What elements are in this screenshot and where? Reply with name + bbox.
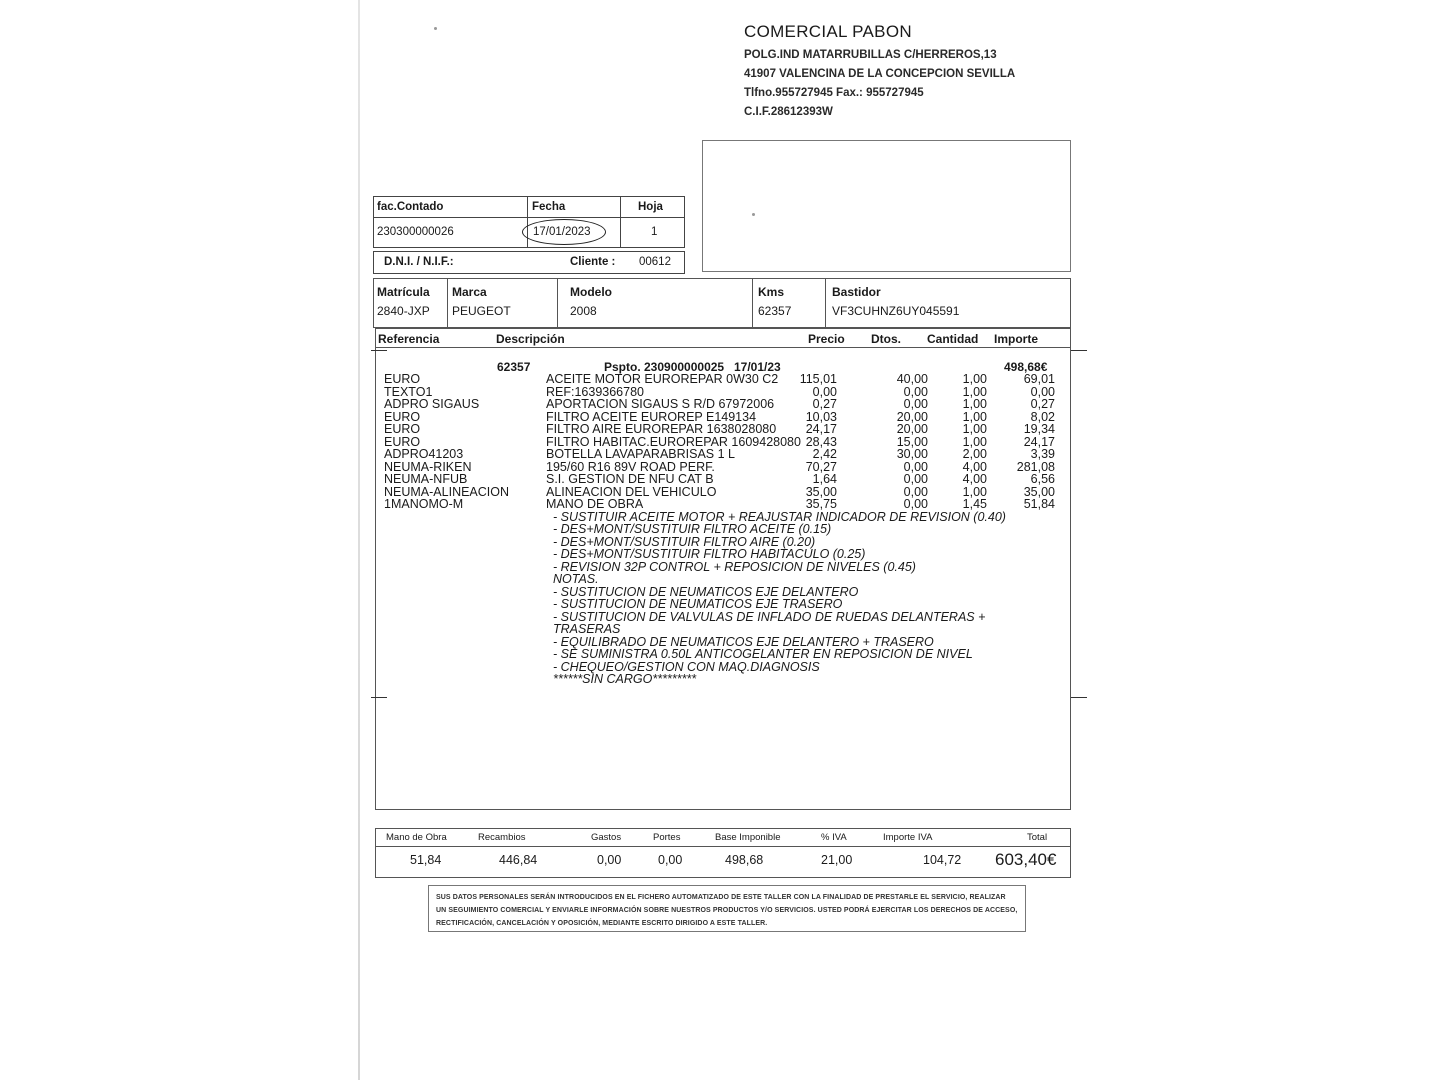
line-description: BOTELLA LAVAPARABRISAS 1 L [546, 447, 735, 461]
kms-label: Kms [758, 285, 785, 299]
page-number: 1 [651, 226, 658, 238]
company-cif: C.I.F.28612393W [744, 106, 833, 118]
matricula-value: 2840-JXP [377, 304, 430, 318]
pspto-number: Pspto. 230900000025 [604, 360, 725, 374]
line-quantity: 4,00 [962, 472, 987, 486]
line-quantity: 1,00 [962, 372, 987, 386]
line-description: FILTRO HABITAC.EUROREPAR 1609428080 [546, 434, 801, 449]
line-discount: 0,00 [903, 472, 928, 486]
invoice-info-box [373, 196, 685, 248]
line-item [376, 373, 1070, 386]
note-line: - SUSTITUIR ACEITE MOTOR + REAJUSTAR INDICADOR DE REVISION (0.40) [553, 509, 1006, 524]
line-ref: NEUMA-RIKEN [384, 459, 472, 474]
page-label: Hoja [638, 201, 663, 213]
line-ref: NEUMA-ALINEACION [384, 484, 510, 499]
line-price: 2,42 [812, 447, 837, 461]
col-dtos: Dtos. [871, 332, 901, 346]
line-amount: 3,39 [1030, 447, 1055, 461]
divider [752, 279, 753, 327]
divider [557, 279, 558, 327]
line-discount: 15,00 [896, 434, 928, 449]
col-descripcion: Descripción [496, 332, 565, 346]
pspto-date: 17/01/23 [734, 360, 781, 374]
note-line: - SUSTITUCION DE NEUMATICOS EJE TRASERO [553, 597, 843, 611]
line-amount: 24,17 [1023, 434, 1055, 449]
recambios-value: 446,84 [499, 853, 538, 867]
line-ref: 1MANOMO-M [384, 497, 464, 511]
mano-obra-label: Mano de Obra [386, 832, 447, 843]
line-discount: 0,00 [903, 384, 928, 399]
fold-mark [1071, 350, 1087, 351]
gastos-label: Gastos [591, 832, 622, 843]
page-edge [358, 0, 360, 1080]
divider [527, 197, 528, 247]
line-quantity: 1,00 [962, 397, 987, 411]
pspto-amount: 498,68€ [1004, 360, 1048, 374]
line-amount: 51,84 [1023, 497, 1055, 511]
line-amount: 0,27 [1030, 397, 1055, 411]
line-description: FILTRO ACEITE EUROREP E149134 [546, 409, 757, 424]
line-item [376, 423, 1070, 436]
line-ref: NEUMA-NFUB [384, 472, 468, 486]
modelo-label: Modelo [570, 285, 612, 299]
portes-value: 0,00 [658, 853, 683, 867]
modelo-value: 2008 [570, 304, 597, 318]
line-ref: ADPRO41203 [384, 447, 464, 461]
line-discount: 0,00 [903, 397, 928, 411]
line-description: MANO DE OBRA [546, 497, 644, 511]
note-line: - DES+MONT/SUSTITUIR FILTRO HABITACULO (0.25) [553, 547, 866, 561]
line-description: ACEITE MOTOR EUROREPAR 0W30 C2 [546, 372, 779, 386]
portes-label: Portes [653, 832, 681, 843]
note-line: - DES+MONT/SUSTITUIR FILTRO ACEITE (0.15) [553, 522, 832, 536]
note-line: - SE SUMINISTRA 0.50L ANTICOGELANTER EN REPOSICION DE NIVEL [553, 647, 973, 661]
matricula-label: Matrícula [377, 285, 430, 299]
line-quantity: 2,00 [962, 447, 987, 461]
divider [374, 217, 684, 218]
invoice-number: 230300000026 [377, 226, 454, 238]
line-price: 0,27 [812, 397, 837, 411]
note-line: - CHEQUEO/GESTION CON MAQ.DIAGNOSIS [553, 659, 820, 674]
divider [376, 347, 1070, 348]
scan-speck [434, 27, 437, 30]
line-description: FILTRO AIRE EUROREPAR 1638028080 [546, 422, 777, 436]
line-amount: 35,00 [1023, 484, 1055, 499]
divider [376, 846, 1070, 847]
vehicle-box [373, 278, 1071, 328]
client-label: Cliente : [570, 256, 616, 268]
fold-mark [371, 350, 387, 351]
pspto-kms: 62357 [497, 360, 531, 374]
fold-mark [1071, 697, 1087, 698]
line-quantity: 1,45 [962, 497, 987, 511]
divider [447, 279, 448, 327]
line-ref: EURO [384, 409, 421, 424]
line-price: 24,17 [805, 422, 837, 436]
line-ref: TEXTO1 [384, 384, 433, 399]
company-address-1: POLG.IND MATARRUBILLAS C/HERREROS,13 [744, 49, 997, 61]
line-discount: 0,00 [903, 497, 928, 511]
line-discount: 20,00 [896, 409, 928, 424]
iva-percent-label: % IVA [821, 832, 847, 843]
line-quantity: 1,00 [962, 409, 987, 424]
company-name: COMERCIAL PABON [744, 22, 912, 41]
bastidor-label: Bastidor [832, 285, 881, 299]
company-phone-fax: Tlfno.955727945 Fax.: 955727945 [744, 87, 924, 99]
client-number: 00612 [639, 256, 671, 268]
divider [620, 197, 621, 247]
iva-percent-value: 21,00 [821, 853, 853, 867]
line-amount: 0,00 [1030, 384, 1055, 399]
note-line: - EQUILIBRADO DE NEUMATICOS EJE DELANTERO + TRASERO [553, 634, 934, 649]
invoice-type-label: fac.Contado [377, 201, 444, 213]
date-label: Fecha [532, 201, 566, 213]
total-value: 603,40€ [995, 850, 1057, 869]
line-amount: 281,08 [1016, 459, 1055, 474]
line-price: 35,00 [805, 484, 837, 499]
col-cantidad: Cantidad [927, 332, 979, 346]
line-items-box [375, 328, 1071, 810]
kms-value: 62357 [758, 304, 792, 318]
totals-box [375, 828, 1071, 878]
note-line: ******SIN CARGO********* [553, 672, 697, 686]
line-price: 35,75 [805, 497, 837, 511]
line-ref: EURO [384, 422, 421, 436]
line-amount: 19,34 [1023, 422, 1055, 436]
line-quantity: 1,00 [962, 484, 987, 499]
line-quantity: 1,00 [962, 422, 987, 436]
line-ref: ADPRO SIGAUS [384, 397, 480, 411]
base-imponible-value: 498,68 [725, 853, 764, 867]
note-line: - REVISION 32P CONTROL + REPOSICION DE NIVELES (0.45) [553, 559, 916, 574]
line-item [376, 448, 1070, 461]
line-discount: 40,00 [896, 372, 928, 386]
importe-iva-value: 104,72 [923, 853, 962, 867]
dni-label: D.N.I. / N.I.F.: [384, 256, 454, 268]
note-line: - SUSTITUCION DE NEUMATICOS EJE DELANTERO [553, 584, 859, 599]
line-price: 10,03 [805, 409, 837, 424]
col-importe: Importe [994, 332, 1039, 346]
line-amount: 69,01 [1023, 372, 1055, 386]
line-quantity: 4,00 [962, 459, 987, 474]
line-price: 0,00 [812, 384, 837, 399]
line-description: S.I. GESTION DE NFU CAT B [546, 472, 714, 486]
base-imponible-label: Base Imponible [715, 832, 781, 843]
note-line: - SUSTITUCION DE VALVULAS DE INFLADO DE RUEDAS DELANTERAS + [553, 609, 986, 624]
note-line: - DES+MONT/SUSTITUIR FILTRO AIRE (0.20) [553, 534, 816, 549]
line-item [376, 398, 1070, 411]
line-discount: 0,00 [903, 484, 928, 499]
line-ref: EURO [384, 434, 421, 449]
line-ref: EURO [384, 372, 421, 386]
note-line: TRASERAS [553, 622, 621, 636]
divider [825, 279, 826, 327]
line-amount: 8,02 [1030, 409, 1055, 424]
dni-client-box [373, 251, 685, 274]
line-quantity: 1,00 [962, 434, 987, 449]
marca-label: Marca [452, 285, 487, 299]
col-referencia: Referencia [378, 332, 440, 346]
marca-value: PEUGEOT [452, 304, 511, 318]
total-label: Total [1027, 832, 1048, 843]
recambios-label: Recambios [478, 832, 526, 843]
line-description: ALINEACION DEL VEHICULO [546, 484, 717, 499]
line-price: 1,64 [812, 472, 837, 486]
line-item [376, 498, 1070, 511]
customer-address-box [702, 140, 1071, 272]
company-address-2: 41907 VALENCINA DE LA CONCEPCION SEVILLA [744, 68, 1016, 80]
line-price: 115,01 [799, 372, 837, 386]
line-amount: 6,56 [1030, 472, 1055, 486]
line-item [376, 473, 1070, 486]
mano-obra-value: 51,84 [410, 853, 442, 867]
line-price: 28,43 [805, 434, 837, 449]
gastos-value: 0,00 [597, 853, 622, 867]
bastidor-value: VF3CUHNZ6UY045591 [832, 304, 960, 318]
col-precio: Precio [808, 332, 845, 346]
line-discount: 30,00 [896, 447, 928, 461]
line-discount: 0,00 [903, 459, 928, 474]
line-description: 195/60 R16 89V ROAD PERF. [546, 459, 715, 474]
importe-iva-label: Importe IVA [883, 832, 933, 843]
line-price: 70,27 [805, 459, 837, 474]
invoice-date: 17/01/2023 [533, 226, 591, 238]
note-line: NOTAS. [553, 572, 599, 586]
line-description: REF:1639366780 [546, 384, 644, 399]
company-header [744, 22, 1015, 122]
fold-mark [371, 697, 387, 698]
line-description: APORTACION SIGAUS S R/D 67972006 [546, 397, 775, 411]
privacy-notice: SUS DATOS PERSONALES SERÁN INTRODUCIDOS EN EL FICHERO AUTOMATIZADO DE ESTE TALLER CON LA FINALIDAD DE PRESTARLE EL SERVICIO, REALIZAR UN SEGUIMIENTO COMERCIAL Y ENVIARLE INFORMACIÓN SOBRE NUESTROS PRODUCTOS Y/O SERVICIOS. USTED PODRÁ EJERCITAR LOS DERECHOS DE ACCESO, RECTIFICACIÓN, CANCELACIÓN Y OPOSICIÓN, MEDIANTE ESCRITO DIRIGIDO A ESTE TALLER. [428, 885, 1026, 932]
line-quantity: 1,00 [962, 384, 987, 399]
line-discount: 20,00 [896, 422, 928, 436]
